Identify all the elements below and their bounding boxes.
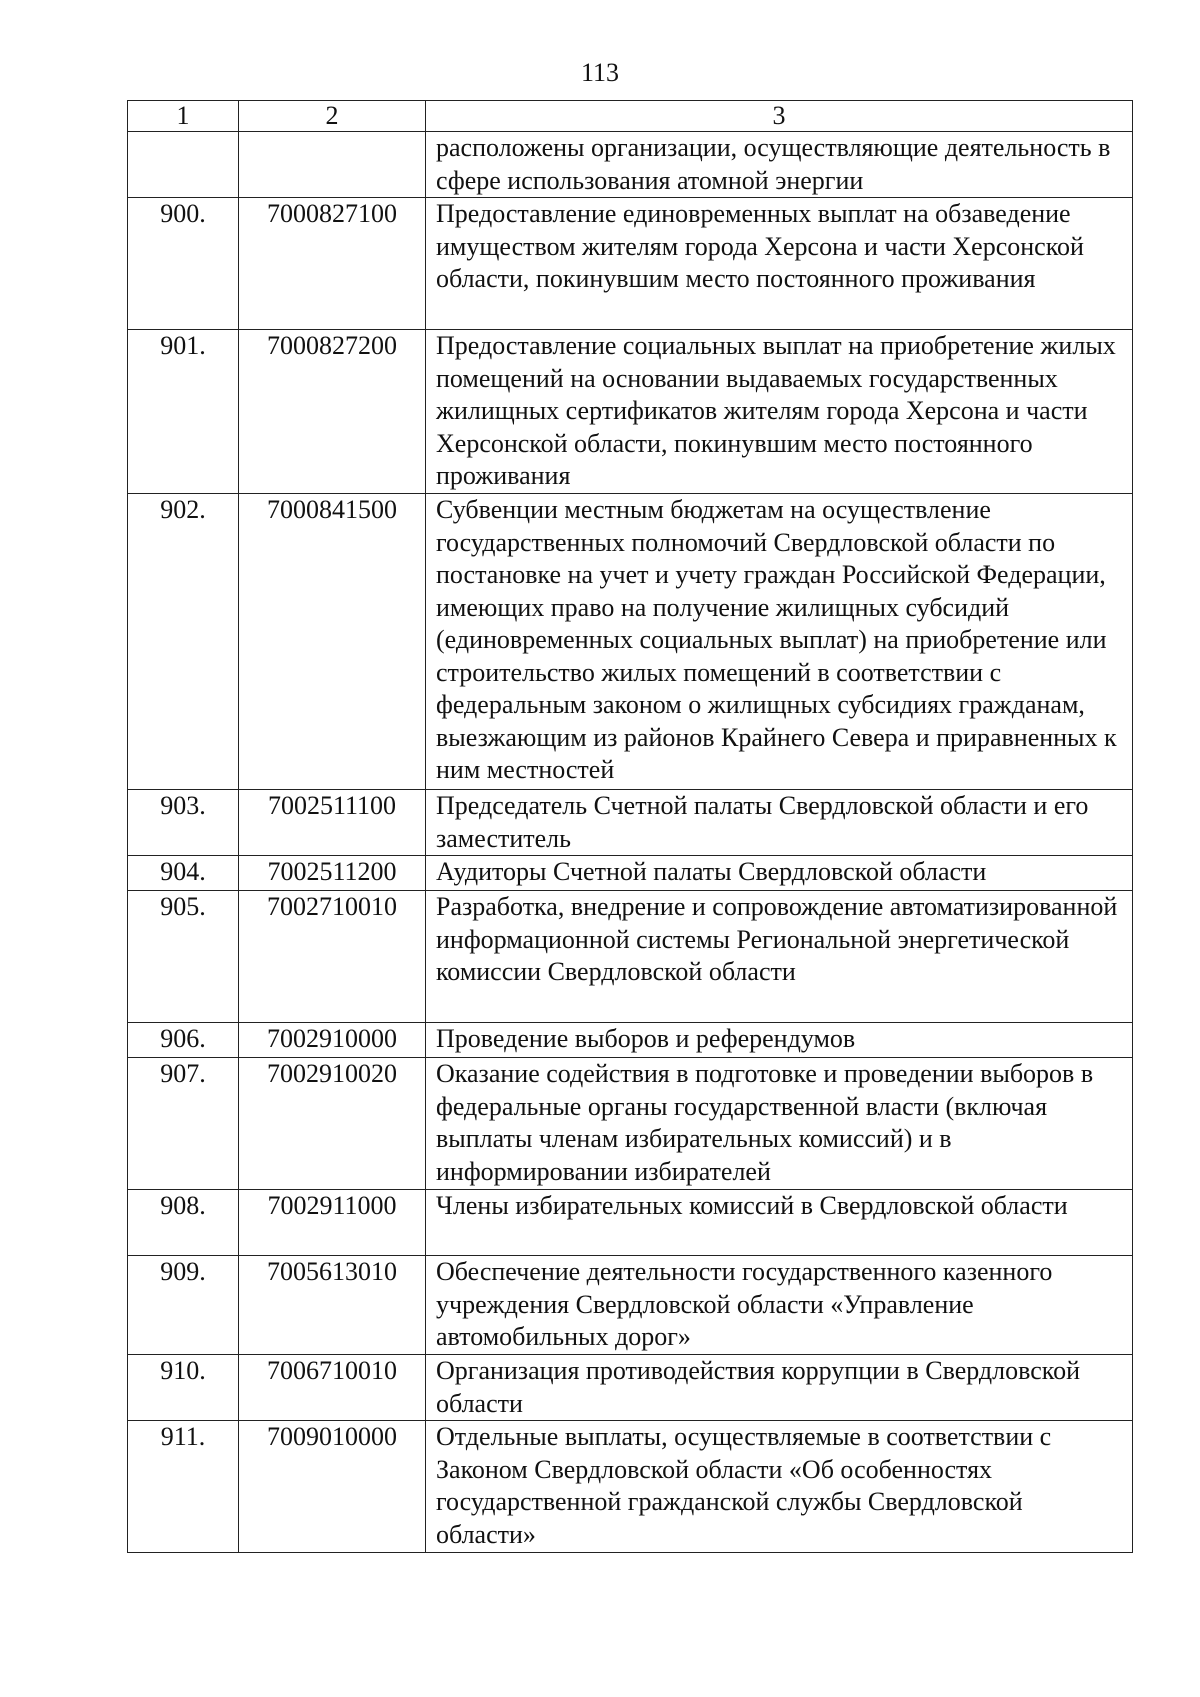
- row-code: 7002911000: [239, 1190, 426, 1256]
- row-number: 908.: [128, 1190, 239, 1256]
- row-code: 7000827100: [239, 198, 426, 330]
- row-code: 7002710010: [239, 891, 426, 1023]
- table-row: [128, 1023, 1133, 1058]
- row-number: 909.: [128, 1256, 239, 1355]
- row-description: Члены избирательных комиссий в Свердловской области: [426, 1190, 1133, 1256]
- row-code: 7000827200: [239, 330, 426, 494]
- row-code: 7002910000: [239, 1023, 426, 1058]
- row-code: 7009010000: [239, 1421, 426, 1553]
- row-description: Предоставление единовременных выплат на обзаведение имуществом жителям города Херсона и части Херсонской области, покинувшим место постоянного проживания: [426, 198, 1133, 330]
- row-number: 900.: [128, 198, 239, 330]
- table-row: [128, 198, 1133, 330]
- row-number: 903.: [128, 790, 239, 856]
- row-number: [128, 132, 239, 198]
- table-row: [128, 1355, 1133, 1421]
- row-description: Субвенции местным бюджетам на осуществление государственных полномочий Свердловской области по постановке на учет и учету граждан Российской Федерации, имеющих право на получение жилищных субсидий (единовременных социальных выплат) на приобретение или строительство жилых помещений в соответствии с федеральным законом о жилищных субсидиях гражданам, выезжающим из районов Крайнего Севера и приравненных к ним местностей: [426, 494, 1133, 790]
- table-row: [128, 1421, 1133, 1553]
- column-header-description: 3: [426, 101, 1133, 132]
- table-row: [128, 1256, 1133, 1355]
- table-header-row: [128, 101, 1133, 132]
- row-code: 7000841500: [239, 494, 426, 790]
- row-number: 907.: [128, 1058, 239, 1190]
- row-description: расположены организации, осуществляющие деятельность в сфере использования атомной энергии: [426, 132, 1133, 198]
- row-number: 904.: [128, 856, 239, 891]
- row-code: 7002511100: [239, 790, 426, 856]
- table-row: [128, 330, 1133, 494]
- row-number: 902.: [128, 494, 239, 790]
- row-description: Отдельные выплаты, осуществляемые в соответствии с Законом Свердловской области «Об особенностях государственной гражданской службы Свердловской области»: [426, 1421, 1133, 1553]
- row-code: 7005613010: [239, 1256, 426, 1355]
- table-row: [128, 790, 1133, 856]
- row-description: Председатель Счетной палаты Свердловской области и его заместитель: [426, 790, 1133, 856]
- table-row: [128, 132, 1133, 198]
- row-description: Аудиторы Счетной палаты Свердловской области: [426, 856, 1133, 891]
- row-code: 7006710010: [239, 1355, 426, 1421]
- row-description: Разработка, внедрение и сопровождение автоматизированной информационной системы Региональной энергетической комиссии Свердловской области: [426, 891, 1133, 1023]
- table-row: [128, 1058, 1133, 1190]
- table-row: [128, 1190, 1133, 1256]
- row-code: 7002910020: [239, 1058, 426, 1190]
- row-code: 7002511200: [239, 856, 426, 891]
- expense-codes-table: [127, 100, 1133, 1553]
- page-number: 113: [580, 58, 620, 87]
- row-number: 901.: [128, 330, 239, 494]
- row-number: 910.: [128, 1355, 239, 1421]
- row-description: Оказание содействия в подготовке и проведении выборов в федеральные органы государственной власти (включая выплаты членам избирательных комиссий) и в информировании избирателей: [426, 1058, 1133, 1190]
- row-description: Проведение выборов и референдумов: [426, 1023, 1133, 1058]
- table-row: [128, 891, 1133, 1023]
- column-header-code: 2: [239, 101, 426, 132]
- row-description: Организация противодействия коррупции в Свердловской области: [426, 1355, 1133, 1421]
- row-number: 911.: [128, 1421, 239, 1553]
- column-header-number: 1: [128, 101, 239, 132]
- row-description: Обеспечение деятельности государственного казенного учреждения Свердловской области «Управление автомобильных дорог»: [426, 1256, 1133, 1355]
- table-row: [128, 856, 1133, 891]
- table-row: [128, 494, 1133, 790]
- row-description: Предоставление социальных выплат на приобретение жилых помещений на основании выдаваемых государственных жилищных сертификатов жителям города Херсона и части Херсонской области, покинувшим место постоянного проживания: [426, 330, 1133, 494]
- row-number: 905.: [128, 891, 239, 1023]
- row-code: [239, 132, 426, 198]
- row-number: 906.: [128, 1023, 239, 1058]
